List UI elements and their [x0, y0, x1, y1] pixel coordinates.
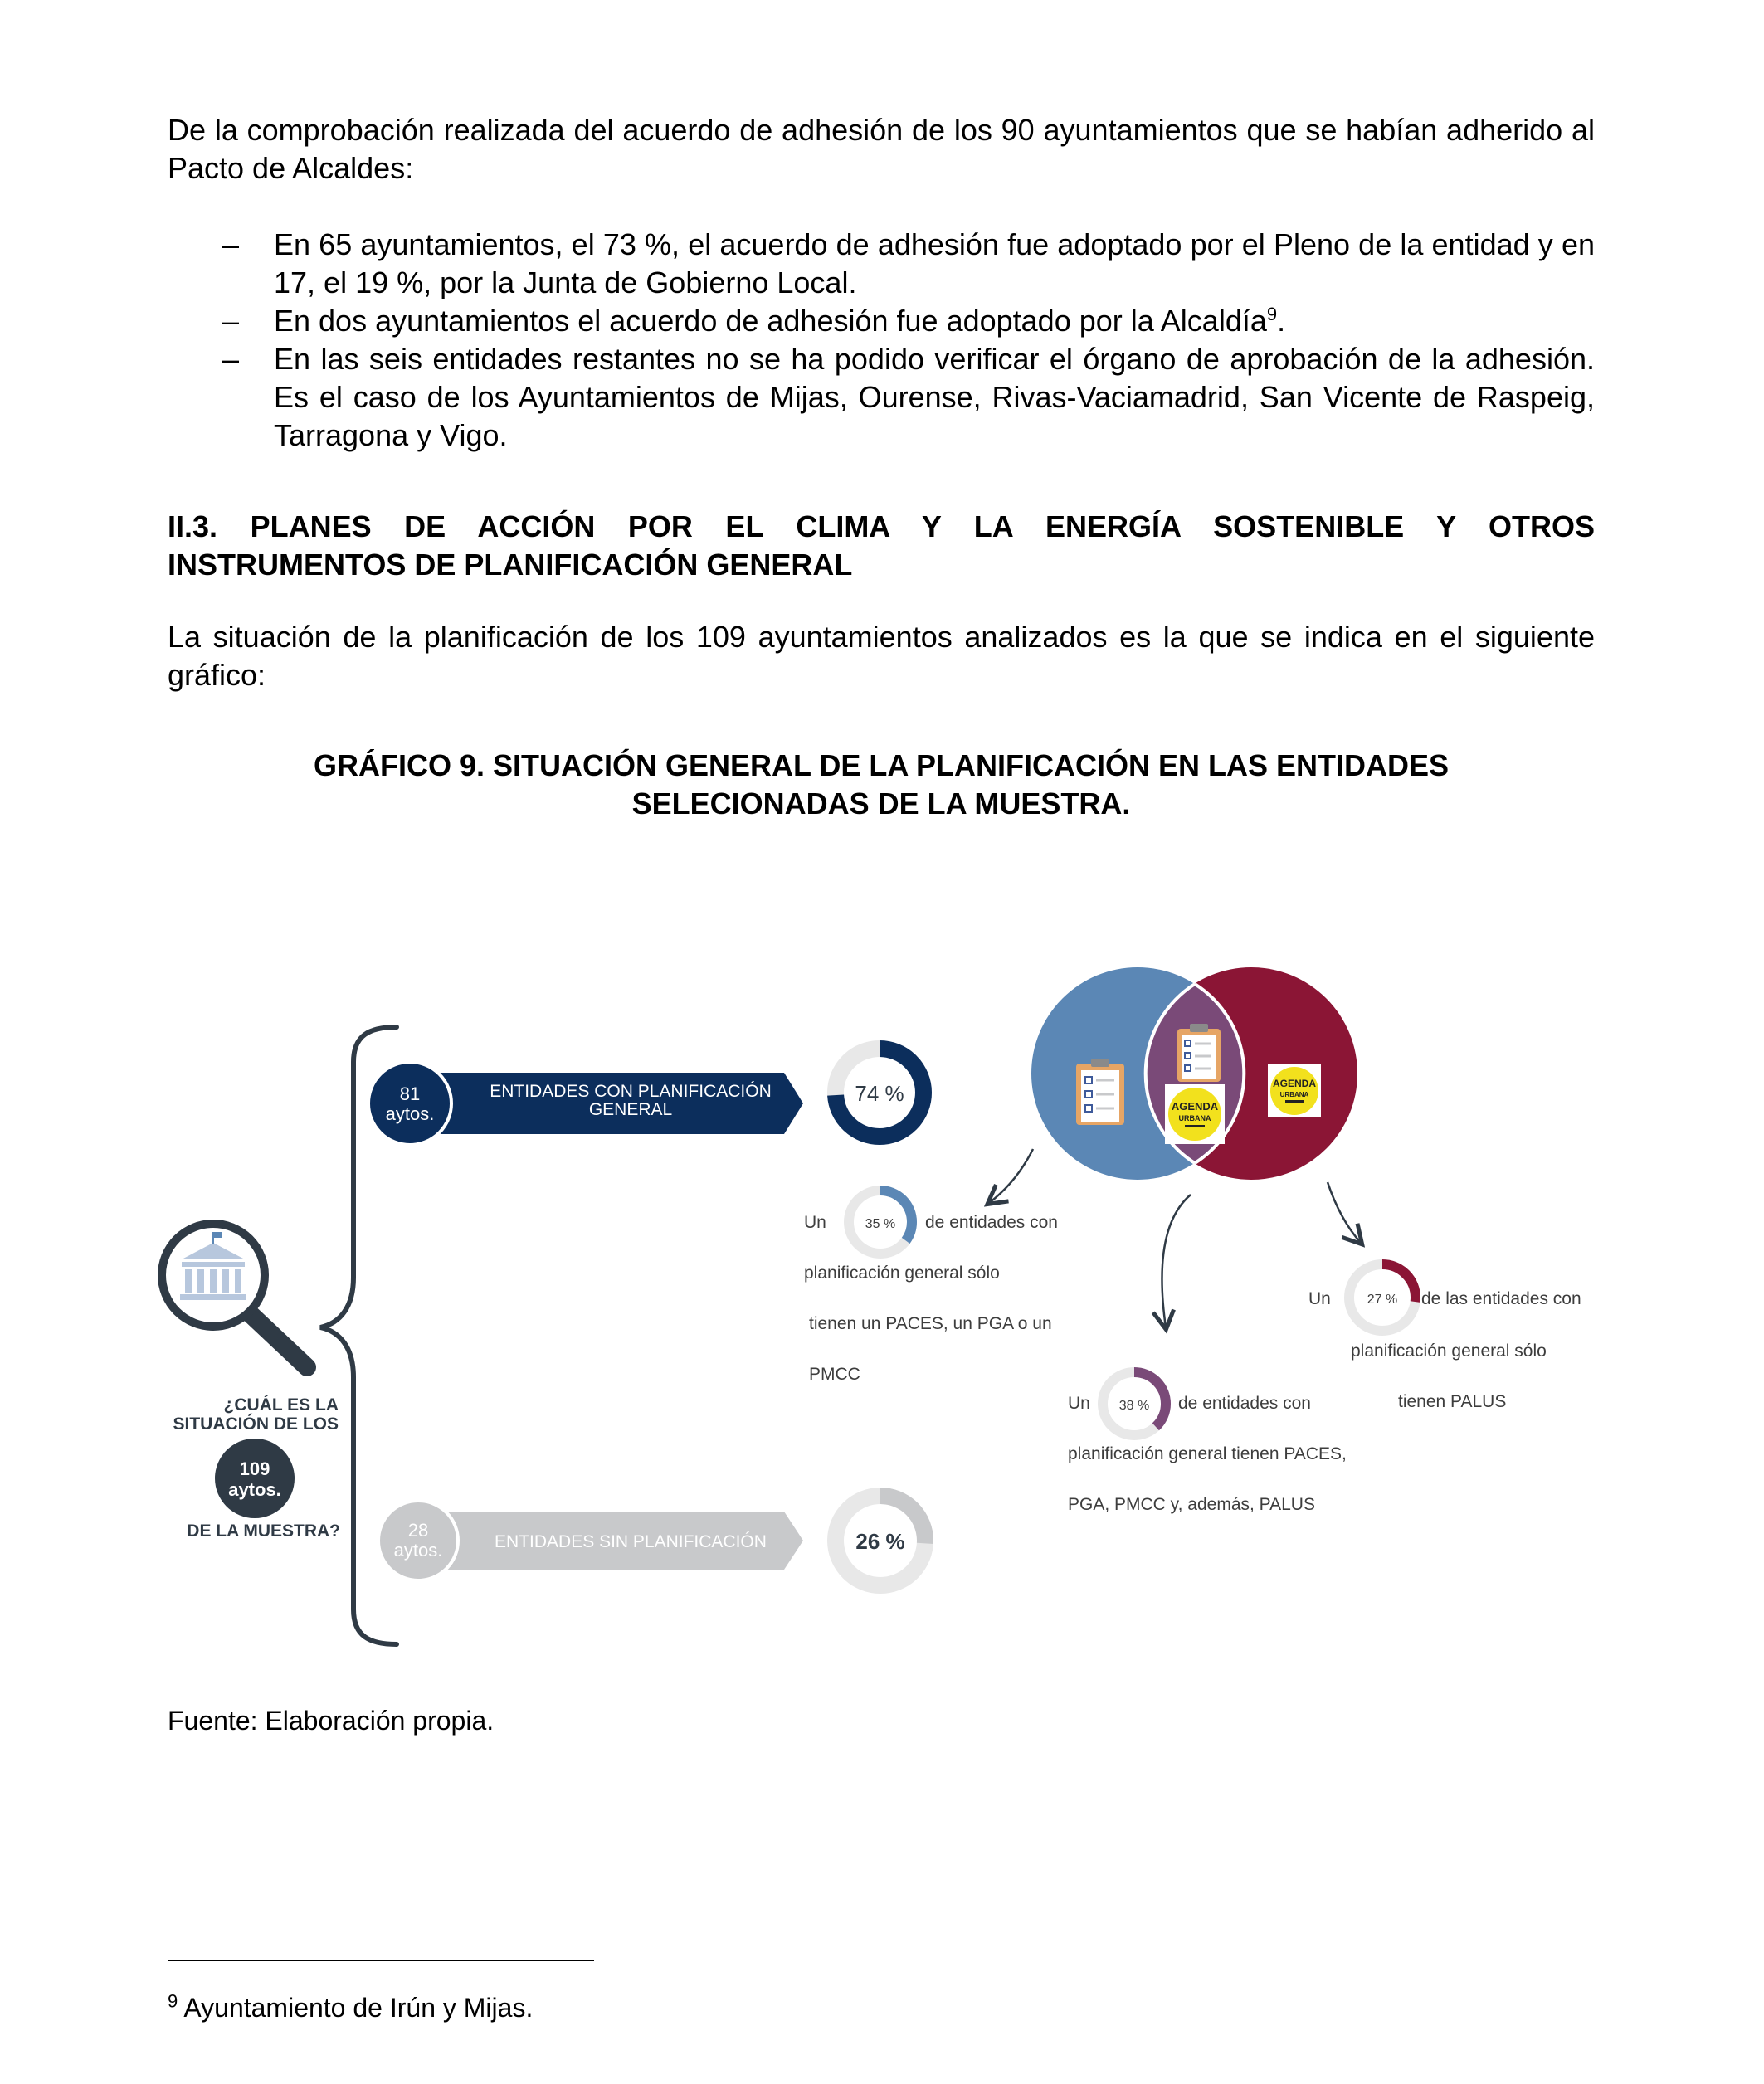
list-item [168, 302, 1595, 340]
stat-b-line1: de entidades con [1178, 1394, 1311, 1413]
caption-line1: GRÁFICO 9. SITUACIÓN GENERAL DE LA PLANIFICACIÓN EN LAS ENTIDADES [313, 748, 1450, 782]
figure-caption [168, 747, 1595, 823]
stat-c-line3: tienen PALUS [1398, 1392, 1507, 1411]
stat-c-line2: planificación general sólo [1351, 1341, 1547, 1361]
arrow-to-stat-c [1328, 1182, 1361, 1243]
question-line1: ¿CUÁL ES LA [223, 1395, 339, 1414]
with-plan-label-line2: GENERAL [588, 1100, 673, 1119]
footnote-divider [168, 1960, 594, 1961]
footnote-mark: 9 [168, 1990, 178, 2012]
question-line3: DE LA MUESTRA? [187, 1522, 340, 1541]
list-item [168, 226, 1595, 302]
clipboard-icon [1076, 1059, 1124, 1125]
footnote [168, 1991, 533, 2024]
infographic [0, 863, 1764, 1659]
bullet-text: En 65 ayuntamientos, el 73 %, el acuerdo de adhesión fue adoptado por el Pleno de la entidad y en 17, el 19 %, por la Junta de Gobierno Local. [274, 227, 1595, 299]
magnifier-icon [162, 1224, 307, 1367]
stat-a-line2: planificación general sólo [804, 1264, 1000, 1283]
footnote-text: Ayuntamiento de Irún y Mijas. [183, 1993, 534, 2023]
question-line2: SITUACIÓN DE LOS [173, 1414, 339, 1434]
bullet-text: En las seis entidades restantes no se ha podido verificar el órgano de aprobación de la adhesión. Es el caso de los Ayuntamientos de Mijas, Ourense, Rivas-Vaciamadrid, San Vicente de Raspeig, Tarragona y Vigo. [274, 342, 1595, 452]
agenda-urbana-logo [1268, 1064, 1321, 1117]
bullet-text-end: . [1277, 304, 1286, 338]
bullet-dash: – [222, 342, 240, 376]
agenda-logo-text-1: AGENDA [1171, 1100, 1219, 1113]
stat-a-percent: 35 % [865, 1217, 896, 1231]
agenda-logo-text-2: URBANA [1178, 1114, 1211, 1122]
stat-b-line2: planificación general tienen PACES, [1068, 1444, 1347, 1463]
source-note: Fuente: Elaboración propia. [168, 1706, 495, 1736]
agenda-logo-text-2: URBANA [1279, 1091, 1309, 1098]
with-plan-number: 81 [399, 1083, 421, 1104]
stat-a-prefix: Un [804, 1213, 826, 1232]
without-plan-unit: aytos. [393, 1540, 443, 1561]
list-item [168, 340, 1595, 455]
bullet-text: En dos ayuntamientos el acuerdo de adhesión fue adoptado por la Alcaldía [274, 304, 1267, 338]
agenda-urbana-logo [1165, 1084, 1225, 1144]
stat-c-percent: 27 % [1367, 1293, 1398, 1307]
stat-b-percent: 38 % [1118, 1399, 1150, 1413]
stat-c-line1: de las entidades con [1421, 1289, 1581, 1308]
with-plan-unit: aytos. [385, 1103, 435, 1124]
bullet-dash: – [222, 304, 240, 338]
with-plan-percent: 74 % [855, 1081, 904, 1106]
arrow-to-stat-b [1162, 1195, 1191, 1327]
stat-c-prefix: Un [1308, 1289, 1331, 1308]
without-plan-percent: 26 % [855, 1529, 905, 1554]
without-plan-number: 28 [407, 1520, 429, 1541]
arrow-to-stat-a [989, 1149, 1033, 1203]
stat-a-line1: de entidades con [925, 1213, 1058, 1232]
stat-a-line4: PMCC [809, 1365, 860, 1384]
section-heading [168, 508, 1595, 584]
section-title-line2: INSTRUMENTOS DE PLANIFICACIÓN GENERAL [168, 548, 853, 582]
total-number: 109 [239, 1458, 270, 1479]
intro-paragraph: De la comprobación realizada del acuerdo de adhesión de los 90 ayuntamientos que se habían adherido al Pacto de Alcaldes: [168, 113, 1595, 185]
clipboard-icon [1177, 1024, 1221, 1082]
section-paragraph: La situación de la planificación de los 109 ayuntamientos analizados es la que se indica en el siguiente gráfico: [168, 620, 1595, 692]
section-title-line1: PLANES DE ACCIÓN POR EL CLIMA Y LA ENERGÍA SOSTENIBLE Y OTROS [250, 509, 1595, 543]
caption-line2: SELECIONADAS DE LA MUESTRA. [631, 786, 1131, 820]
total-unit: aytos. [228, 1479, 281, 1500]
with-plan-label-line1: ENTIDADES CON PLANIFICACIÓN [490, 1082, 772, 1101]
bullet-dash: – [222, 227, 240, 261]
section-number: II.3. [168, 509, 218, 543]
stat-b-prefix: Un [1068, 1394, 1090, 1413]
footnote-ref[interactable]: 9 [1266, 304, 1278, 324]
stat-b-line3: PGA, PMCC y, además, PALUS [1068, 1495, 1315, 1514]
agenda-logo-text-1: AGENDA [1272, 1078, 1317, 1089]
without-plan-label: ENTIDADES SIN PLANIFICACIÓN [495, 1532, 767, 1551]
bullet-list [168, 226, 1595, 455]
stat-a-line3: tienen un PACES, un PGA o un [809, 1314, 1052, 1333]
